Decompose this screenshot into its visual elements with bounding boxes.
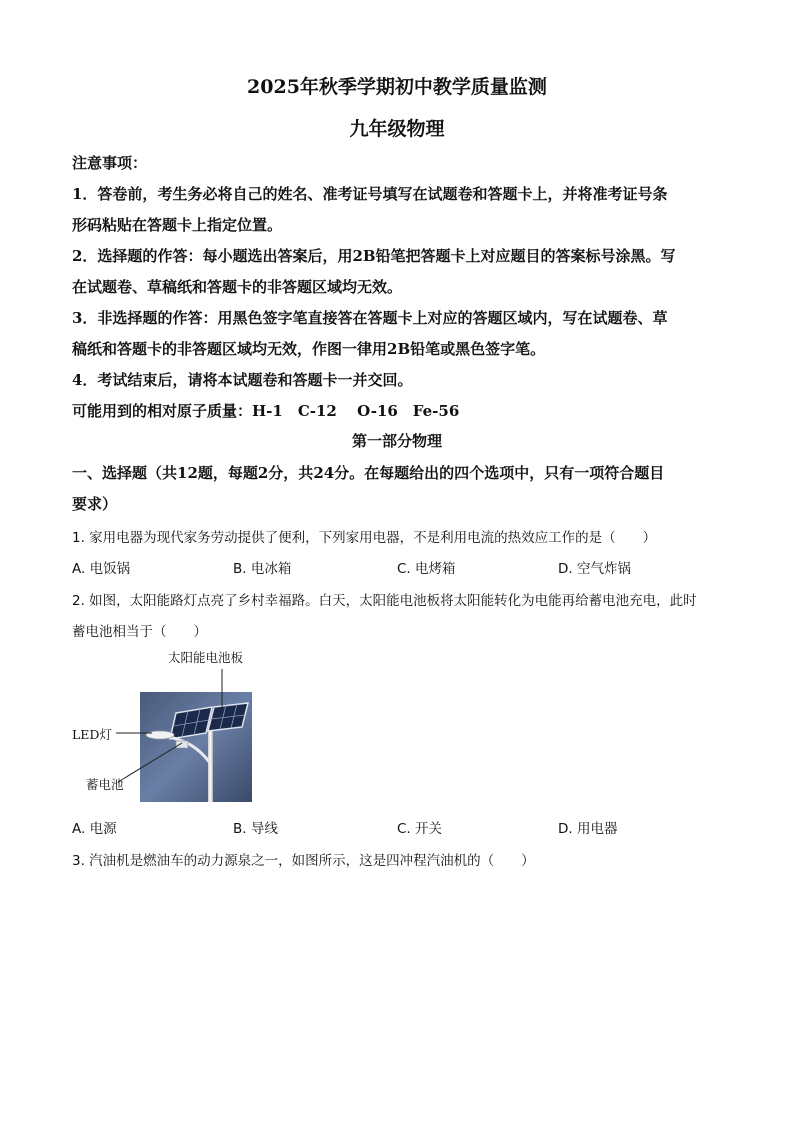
question-2-stem-line-2: 蓄电池相当于（ ）: [72, 624, 207, 640]
exam-title: 2025年秋季学期初中教学质量监测: [247, 76, 547, 98]
notice-line-2: 形码粘贴在答题卡上指定位置。: [72, 216, 283, 234]
question-1-stem: 1. 家用电器为现代家务劳动提供了便利，下列家用电器，不是利用电流的热效应工作的是（ ）: [72, 530, 657, 546]
notice-line-7: 4．考试结束后，请将本试题卷和答题卡一并交回。: [72, 371, 413, 389]
solar-street-light-figure: [72, 645, 272, 810]
atomic-mass-line: 可能用到的相对原子质量：H-1 C-12 O-16 Fe-56: [72, 402, 460, 420]
section-heading-line-2: 要求）: [72, 495, 118, 513]
notice-line-1: 1．答卷前，考生务必将自己的姓名、准考证号填写在试题卷和答题卡上，并将准考证号条: [72, 185, 668, 203]
exam-subtitle: 九年级物理: [349, 118, 445, 140]
question-2-option-b: B. 导线: [233, 821, 278, 837]
notice-line-6: 稿纸和答题卡的非答题区域均无效，作图一律用2B铅笔或黑色签字笔。: [72, 340, 546, 358]
notice-line-4: 在试题卷、草稿纸和答题卡的非答题区域均无效。: [72, 278, 403, 296]
part-title: 第一部分物理: [351, 432, 442, 450]
solar-panel-label: 太阳能电池板: [168, 650, 244, 665]
question-2-stem-line-1: 2. 如图，太阳能路灯点亮了乡村幸福路。白天，太阳能电池板将太阳能转化为电能再给蓄电池充电，此时: [72, 593, 697, 609]
question-3-stem: 3. 汽油机是燃油车的动力源泉之一，如图所示，这是四冲程汽油机的（ ）: [72, 853, 535, 869]
notice-line-3: 2．选择题的作答：每小题选出答案后，用2B铅笔把答题卡上对应题目的答案标号涂黑。写: [72, 247, 676, 265]
notice-heading: 注意事项：: [72, 154, 148, 172]
battery-label: 蓄电池: [86, 777, 124, 792]
question-1-option-b: B. 电冰箱: [233, 561, 292, 577]
question-2-option-a: A. 电源: [72, 821, 117, 837]
question-1-option-c: C. 电烤箱: [397, 561, 456, 577]
question-1-option-d: D. 空气炸锅: [558, 561, 631, 577]
question-2-option-c: C. 开关: [397, 821, 443, 837]
question-2-option-d: D. 用电器: [558, 821, 618, 837]
section-heading-line-1: 一、选择题（共12题，每题2分，共24分。在每题给出的四个选项中，只有一项符合题目: [72, 464, 665, 482]
led-lamp-label: LED灯: [72, 727, 112, 742]
notice-line-5: 3．非选择题的作答：用黑色签字笔直接答在答题卡上对应的答题区域内，写在试题卷、草: [72, 309, 668, 327]
question-1-option-a: A. 电饭锅: [72, 561, 131, 577]
